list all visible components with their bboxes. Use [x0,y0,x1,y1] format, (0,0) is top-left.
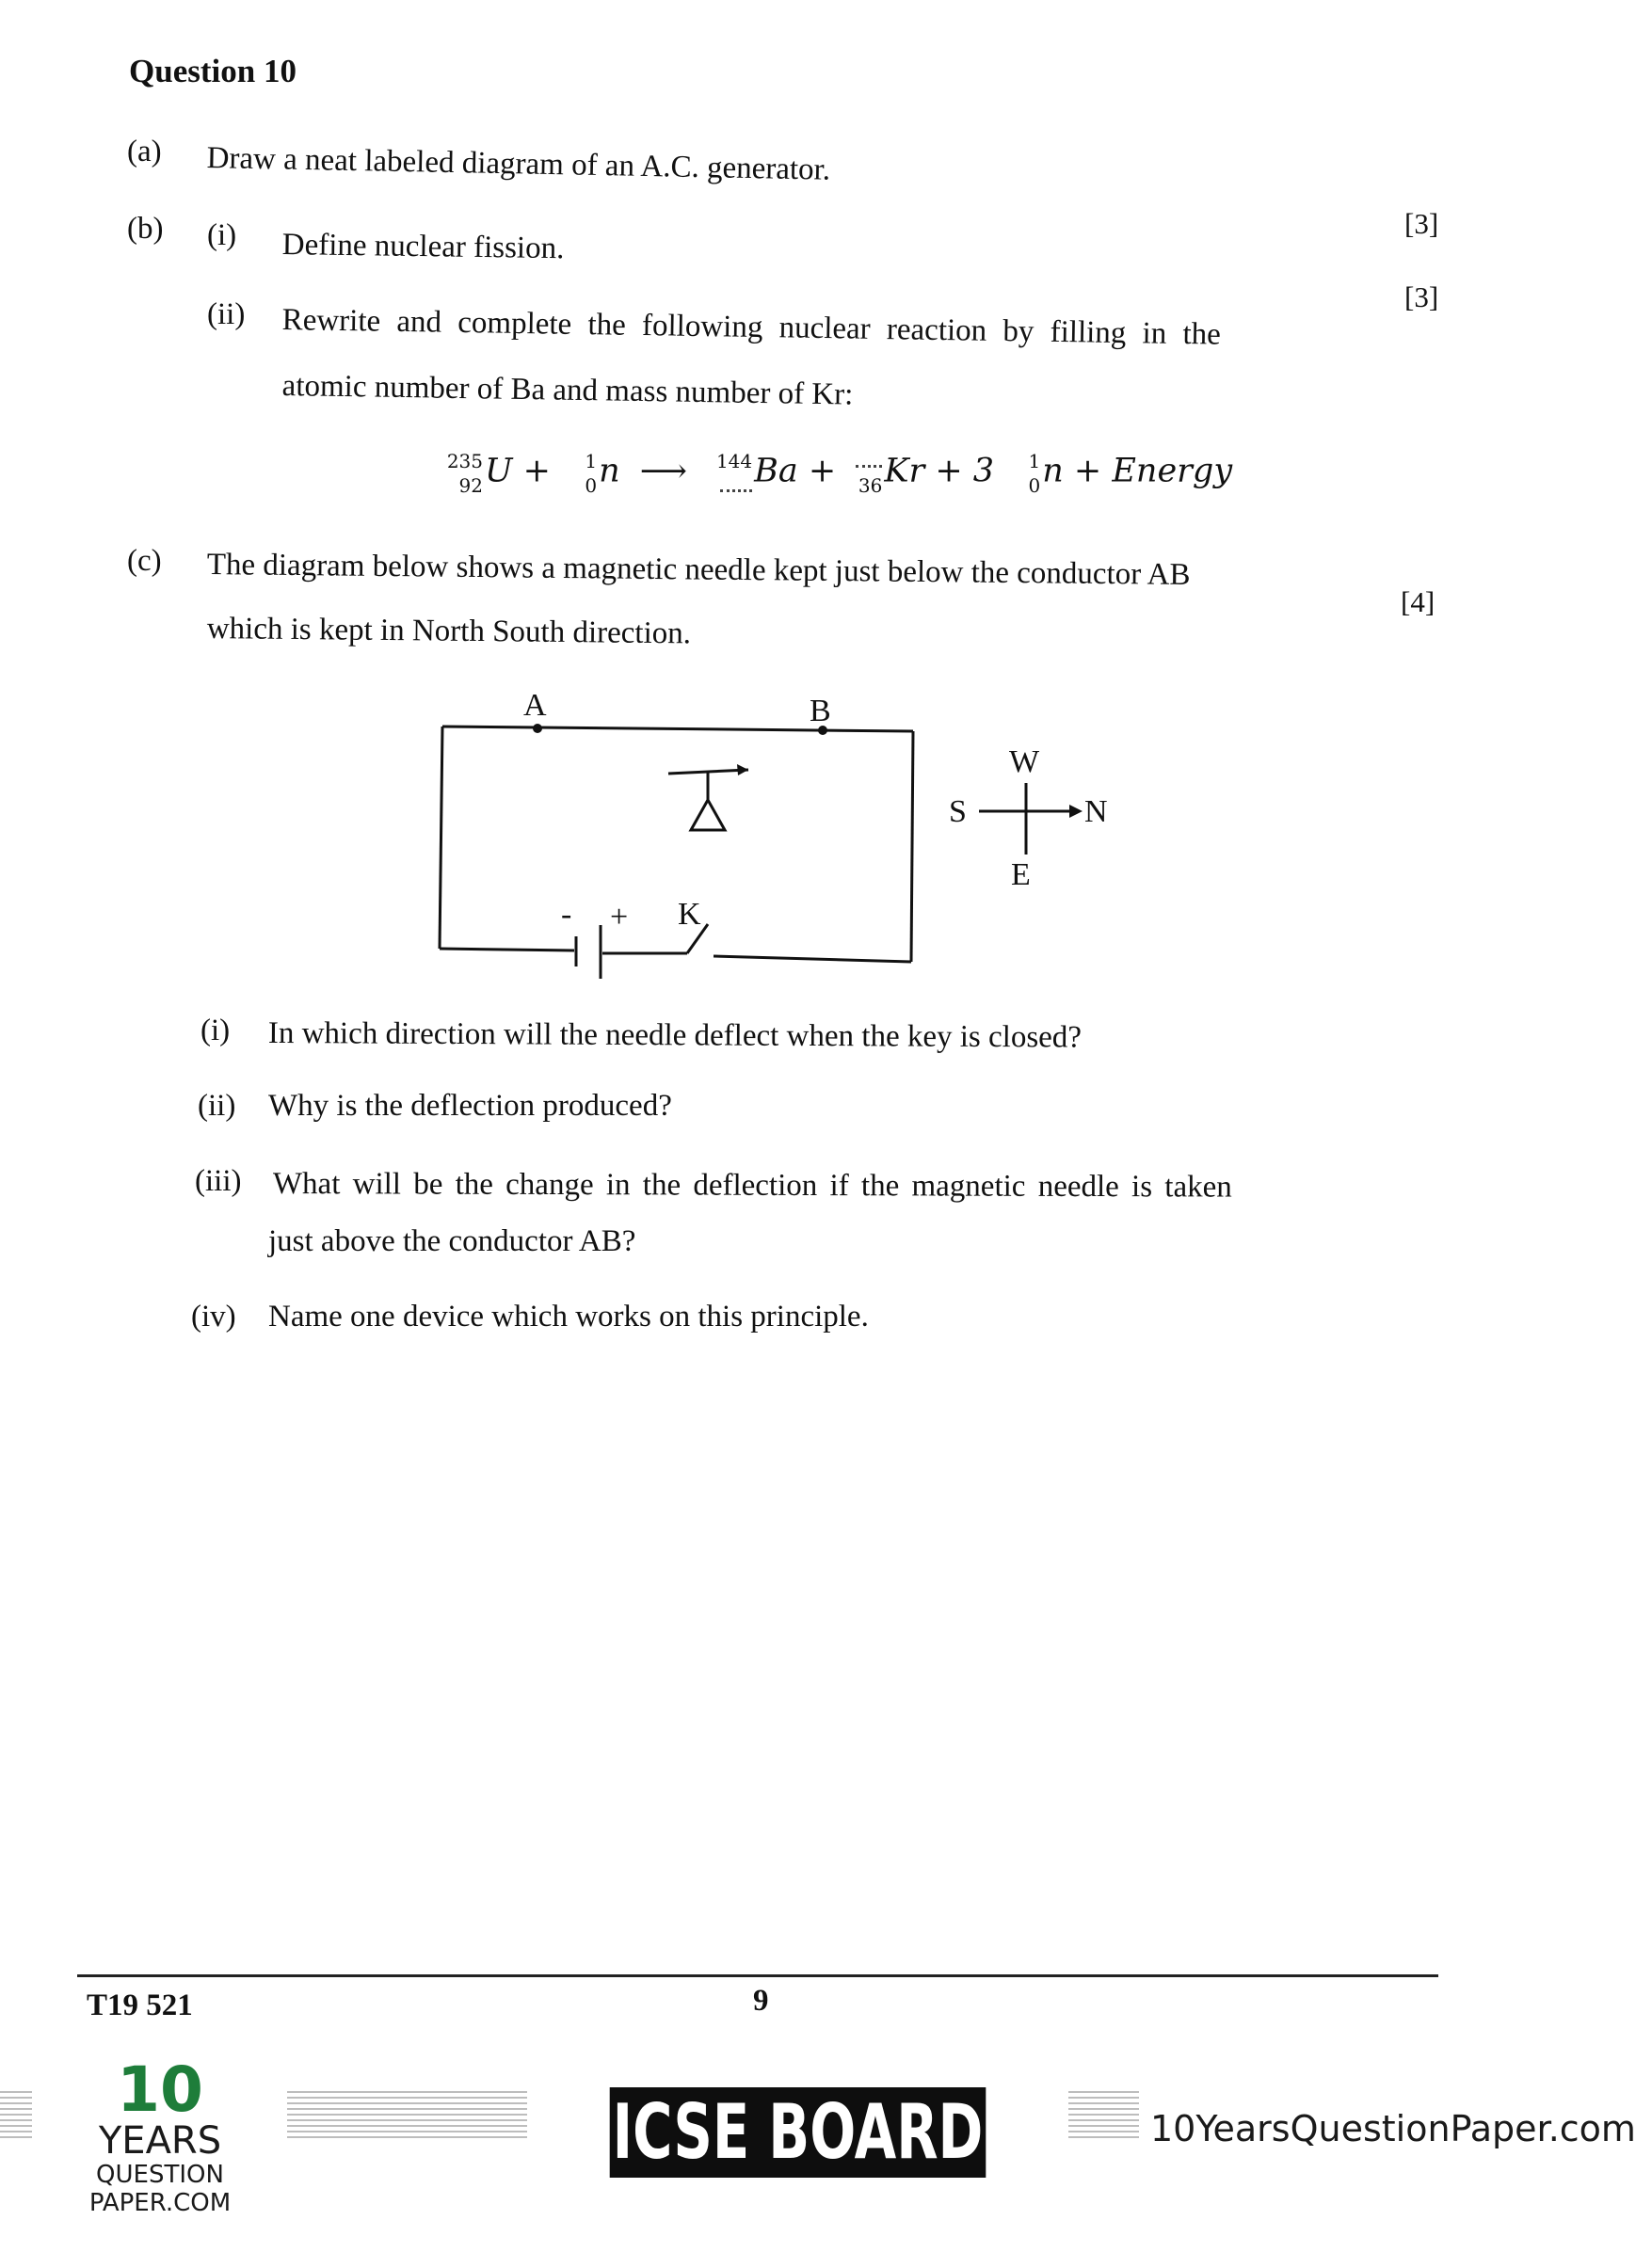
stripe-decoration-mid [287,2091,527,2142]
label-a: A [523,688,547,723]
part-c-marks: [4] [1401,585,1436,618]
c-i-text: In which direction will the needle deflect when the key is closed? [267,1016,1083,1055]
barium-symbol: Ba [754,452,798,490]
left-wire [440,727,442,949]
plus-sign: + [522,452,551,490]
bottom-wire-right [714,956,911,962]
conductor-ab [442,727,913,731]
blank-mass-number [856,465,882,468]
compass-w: W [1009,744,1040,779]
needle-base [691,800,725,830]
part-b-ii-label: (ii) [207,297,246,331]
label-k: K [678,897,701,932]
battery-minus: - [561,897,572,932]
logo-subtitle: QUESTION PAPER.COM [88,2161,232,2217]
c-ii-text: Why is the deflection produced? [268,1089,672,1123]
krypton-symbol: Kr [884,452,925,490]
part-c-line2: which is kept in North South direction. [206,612,692,651]
reaction-arrow: ⟶ [639,452,687,490]
neutron-symbol: n [599,452,620,490]
c-iv-label: (iv) [191,1300,236,1334]
battery-plus: + [610,900,629,934]
site-logo [38,2053,282,2217]
paper-code: T19 521 [87,1988,193,2022]
c-iii-text: What will be the change in the deflection if the magnetic needle is taken [272,1167,1232,1205]
part-a-marks: [3] [1404,207,1439,240]
part-b-i-label: (i) [207,218,237,252]
plus-sign: + [808,452,837,490]
footer-rule [77,1974,1438,1977]
website-link[interactable]: 10YearsQuestionPaper.com [1150,2108,1636,2149]
neutron-numbers: 1 0 [585,450,598,497]
plus-three: + 3 [935,452,995,490]
compass-arrowhead [1069,805,1083,818]
part-a-text: Draw a neat labeled diagram of an A.C. generator. [206,141,831,187]
c-i-label: (i) [200,1014,231,1047]
uranium-symbol: U [485,452,513,490]
compass-e: E [1011,857,1031,892]
energy-term: + Energy [1073,452,1233,490]
compass-n: N [1084,794,1108,829]
board-banner: ICSE BOARD X [610,2087,986,2178]
neutron-numbers-2: 1 0 [1028,450,1041,497]
uranium-nuclide-numbers: 235 92 [446,450,483,497]
bottom-wire-left [440,949,574,950]
barium-nuclide-numbers: 144 [707,450,754,495]
circuit-diagram [414,678,1167,988]
krypton-nuclide-numbers: 36 [846,450,884,495]
neutron-symbol-2: n [1042,452,1064,490]
label-b: B [810,694,831,728]
stripe-decoration-left [0,2091,32,2142]
c-iii-text-2: just above the conductor AB? [268,1224,636,1258]
compass-s: S [949,794,967,829]
logo-number: 10 [117,2053,203,2126]
part-b-label: (b) [127,212,164,246]
part-b-ii-line2: atomic number of Ba and mass number of Kr: [281,369,854,412]
c-ii-label: (ii) [198,1089,236,1123]
point-a-dot [533,724,542,733]
part-c-label: (c) [127,544,162,578]
part-b-i-marks: [3] [1404,280,1439,313]
part-a-label: (a) [127,135,162,168]
logo-years: YEARS [98,2119,222,2163]
question-title: Question 10 [129,53,297,89]
part-c-line1: The diagram below shows a magnetic needle kept just below the conductor AB [206,548,1191,592]
stripe-decoration-right [1068,2091,1139,2142]
needle-arrowhead [737,764,748,775]
right-wire [911,731,913,962]
part-b-ii-line1: Rewrite and complete the following nuclear reaction by filling in the [281,303,1222,352]
nuclear-equation [438,450,1232,495]
page-number: 9 [753,1984,769,2018]
part-b-i-text: Define nuclear fission. [281,228,565,266]
blank-atomic-number [720,489,752,492]
c-iii-label: (iii) [195,1164,242,1198]
c-iv-text: Name one device which works on this principle. [268,1300,869,1334]
